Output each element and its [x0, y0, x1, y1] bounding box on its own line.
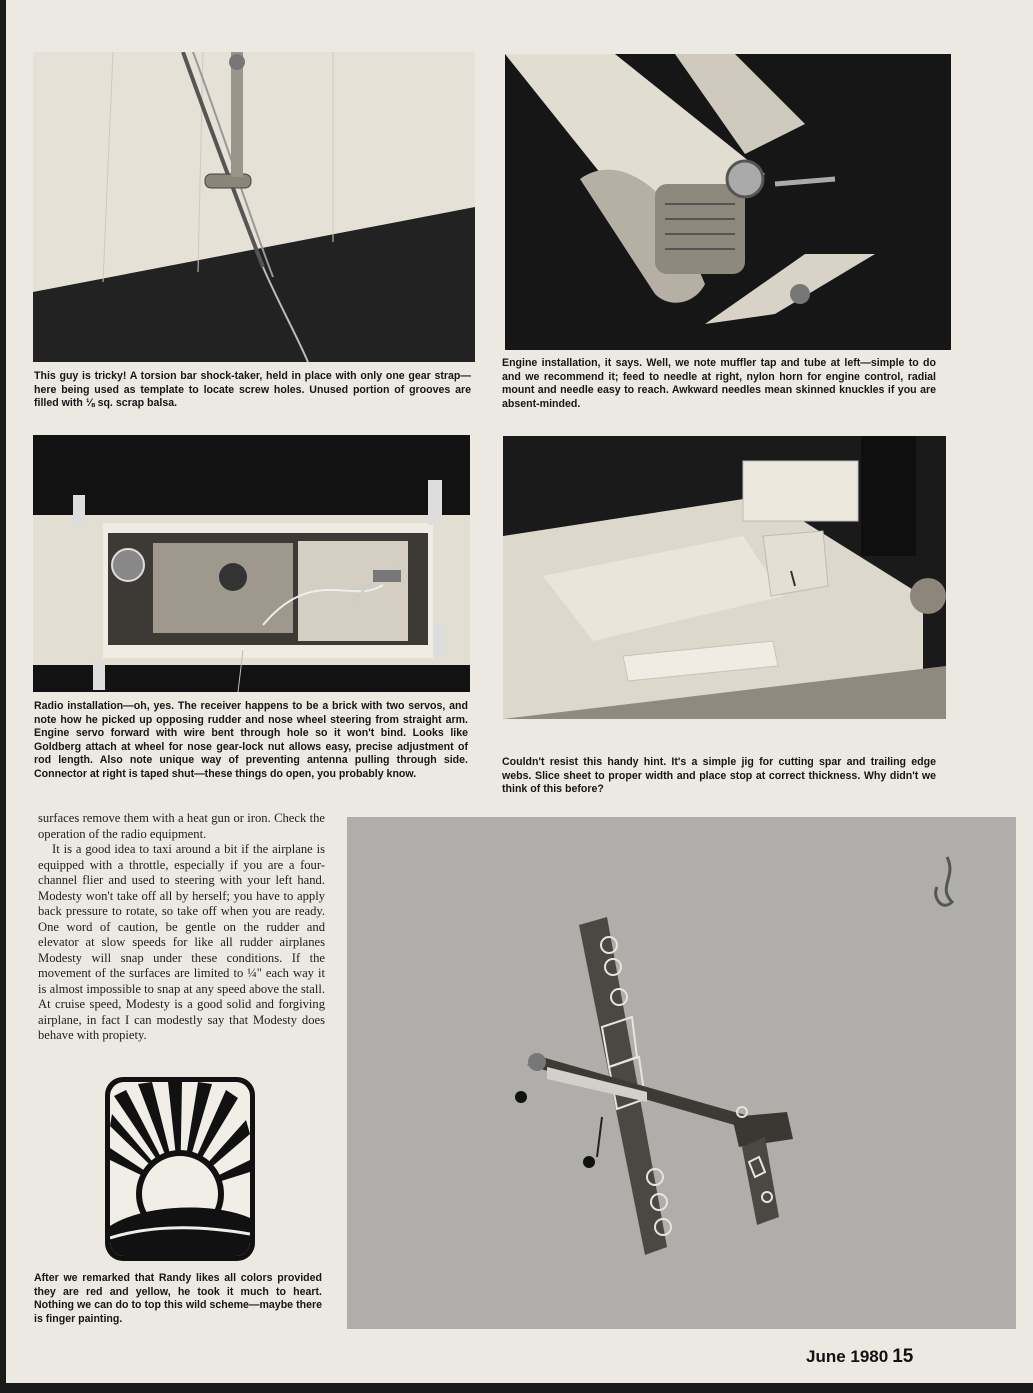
- photo-radio: [33, 435, 470, 692]
- body-paragraph-2: It is a good idea to taxi around a bit if the airplane is equipped with a throttle, especially if you are a four-channel flier and used to steering with your left hand. Modesty won't take off all by herself; you have to apply back pressure to rotate, so take off when you are ready. One word of caution, be gentle on the rudder and elevator at slow speeds for like all rudder airplanes Modesty will snap under these conditions. If the movement of the surfaces are limited to ¼" each way it is almost impossible to snap at any speed above the stall. At cruise speed, Modesty is a good solid and forgiving airplane, in fact I can modestly say that Modesty does behave with propiety.: [38, 842, 325, 1042]
- sunrise-logo-icon: [104, 1076, 256, 1262]
- photo-jig: [503, 436, 946, 719]
- issue-date: June 1980: [806, 1347, 889, 1366]
- photo-torsion-bar: [33, 52, 475, 362]
- page-footer: [806, 1346, 913, 1368]
- caption-colors: After we remarked that Randy likes all colors provided they are red and yellow, he took it much to heart. Nothing we can do to top this wild scheme—maybe there is finger painting.: [34, 1272, 322, 1325]
- article-body: [38, 811, 325, 1044]
- caption-jig: Couldn't resist this handy hint. It's a simple jig for cutting spar and trailing edge webs. Slice sheet to proper width and place stop at correct thickness. Why didn't we think of this before?: [502, 756, 936, 796]
- page-number: 15: [892, 1346, 914, 1367]
- photo-airplane-flight: [347, 817, 1016, 1329]
- caption-engine: Engine installation, it says. Well, we note muffler tap and tube at left—simple to do and we recommend it; feed to needle at right, nylon horn for engine control, radial mount and needle easy to reach. Awkward needles mean skinned knuckles if you are absent-minded.: [502, 357, 936, 410]
- caption-torsion-bar: This guy is tricky! A torsion bar shock-taker, held in place with only one gear strap—here being used as template to locate screw holes. Unused portion of grooves are filled with ⅛ sq. scrap balsa.: [34, 370, 471, 410]
- body-paragraph-1: surfaces remove them with a heat gun or iron. Check the operation of the radio equipment.: [38, 811, 325, 841]
- photo-engine: [505, 54, 951, 350]
- caption-radio: Radio installation—oh, yes. The receiver happens to be a brick with two servos, and note how he picked up opposing rudder and nose wheel steering from straight arm. Engine servo forward with wire bent through hole so it won't bind. Looks like Goldberg attach at wheel for nose gear-lock nut allows easy, precise adjustment of rod length. Also note unique way of preventing antenna pulling through side. Connector at right is taped shut—these things do open, you probably know.: [34, 700, 468, 780]
